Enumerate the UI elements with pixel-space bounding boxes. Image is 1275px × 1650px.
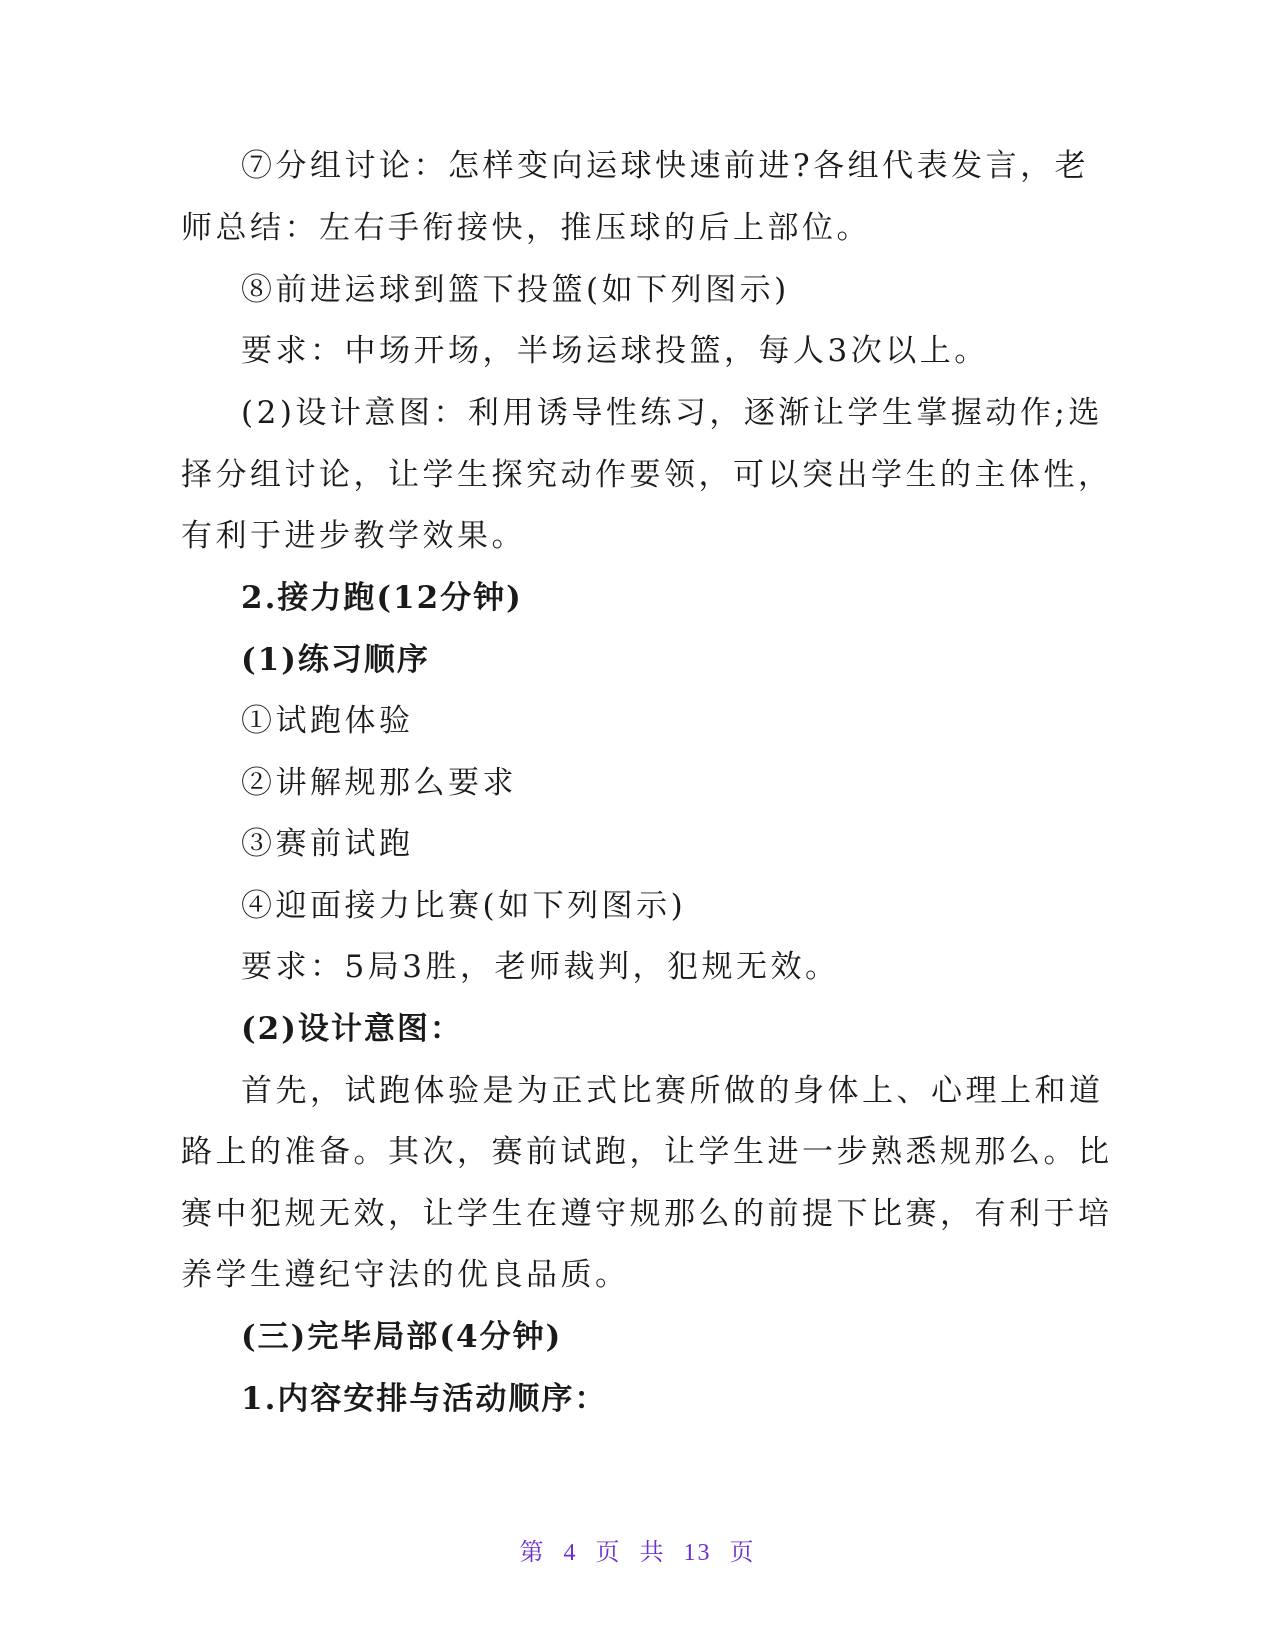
- list-item: ④迎面接力比赛(如下列图示): [241, 888, 687, 924]
- paragraph-line: 首先，试跑体验是为正式比赛所做的身体上、心理上和道: [241, 1073, 1104, 1109]
- subsection-heading: (2)设计意图：: [241, 1011, 463, 1047]
- section-heading: (三)完毕局部(4分钟): [241, 1319, 563, 1355]
- paragraph-line: 要求：5局3胜，老师裁判，犯规无效。: [241, 949, 840, 985]
- page-number-footer: 第 4 页 共 13 页: [519, 1540, 756, 1566]
- paragraph-line: 路上的准备。其次，赛前试跑，让学生进一步熟悉规那么。比: [181, 1134, 1113, 1170]
- paragraph-line: ⑦分组讨论：怎样变向运球快速前进?各组代表发言，老: [241, 148, 1090, 184]
- section-heading: 2.接力跑(12分钟): [241, 580, 523, 616]
- paragraph-line: 择分组讨论，让学生探究动作要领，可以突出学生的主体性，: [181, 457, 1113, 493]
- paragraph-line: 师总结：左右手衔接快，推压球的后上部位。: [181, 210, 871, 246]
- paragraph-line: 赛中犯规无效，让学生在遵守规那么的前提下比赛，有利于培: [181, 1196, 1113, 1232]
- paragraph-line: 要求：中场开场，半场运球投篮，每人3次以上。: [241, 333, 989, 369]
- paragraph-line: ⑧前进运球到篮下投篮(如下列图示): [241, 272, 790, 308]
- list-item: ①试跑体验: [241, 703, 414, 739]
- subsection-heading: (1)练习顺序: [241, 642, 430, 678]
- paragraph-line: (2)设计意图：利用诱导性练习，逐渐让学生掌握动作;选: [241, 395, 1103, 431]
- paragraph-line: 有利于进步教学效果。: [181, 518, 526, 554]
- paragraph-line: 养学生遵纪守法的优良品质。: [181, 1257, 630, 1293]
- list-item: ②讲解规那么要求: [241, 765, 517, 801]
- subsection-heading: 1.内容安排与活动顺序：: [241, 1381, 608, 1417]
- list-item: ③赛前试跑: [241, 826, 414, 862]
